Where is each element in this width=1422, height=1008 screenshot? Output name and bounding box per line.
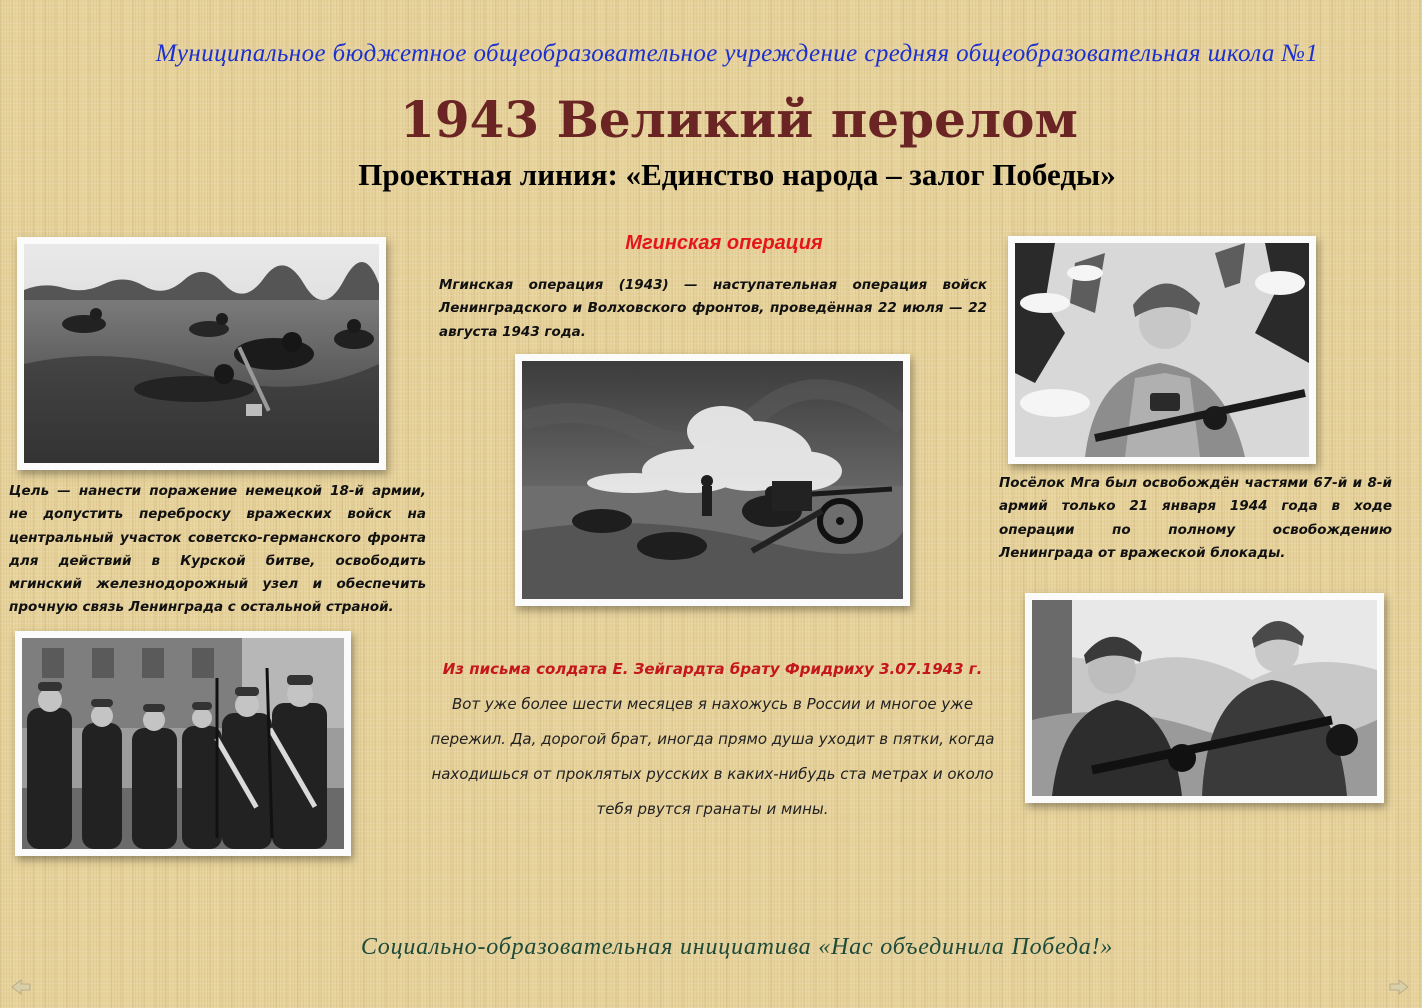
school-name: Муниципальное бюджетное общеобразовательное учреждение средняя общеобразовательная школа №1 — [155, 40, 1319, 67]
photo-soldier-snow — [1008, 236, 1316, 464]
operation-intro-text: Мгинская операция (1943) — наступательная операция войск Ленинградского и Волховского фронтов, проведённая 22 июля — 22 августа 1943 года. — [439, 277, 987, 340]
liberation-text: Посёлок Мга был освобождён частями 67-й и 8-й армий только 21 января 1944 года в ходе операции по полному освобождению Ленинграда от вражеской блокады. — [999, 475, 1392, 561]
arrow-right-icon — [1388, 978, 1410, 996]
next-slide-button[interactable] — [1388, 978, 1410, 996]
soldier-letter — [420, 652, 1005, 827]
section-heading: Мгинская операция — [625, 232, 823, 254]
operation-goal-text: Цель — нанести поражение немецкой 18-й армии, не допустить переброску вражеских войск на центральный участок советско-германского фронта для действий в Курской битве, освободить мгинский железнодорожный узел и обеспечить прочную связь Ленинграда с остальной страной. — [9, 483, 426, 616]
photo-soldiers-field — [17, 237, 386, 470]
photo-soldiers-rest — [1025, 593, 1384, 803]
page-title: 1943 Великий перелом — [400, 90, 1078, 149]
page-subtitle: Проектная линия: «Единство народа – залог Победы» — [358, 157, 1116, 192]
letter-body: Вот уже более шести месяцев я нахожусь в России и многое уже пережил. Да, дорогой брат, иногда прямо душа уходит в пятки, когда находишься от проклятых русских в каких-нибудь ста метрах и около тебя рвутся гранаты и мины. — [430, 695, 995, 818]
photo-soldiers-group — [15, 631, 351, 856]
letter-title: Из письма солдата Е. Зейгардта брату Фридриху 3.07.1943 г. — [442, 660, 983, 678]
prev-slide-button[interactable] — [10, 978, 32, 996]
arrow-left-icon — [10, 978, 32, 996]
photo-artillery-battle — [515, 354, 910, 606]
initiative-footer: Социально-образовательная инициатива «Нас объединила Победа!» — [360, 934, 1114, 960]
